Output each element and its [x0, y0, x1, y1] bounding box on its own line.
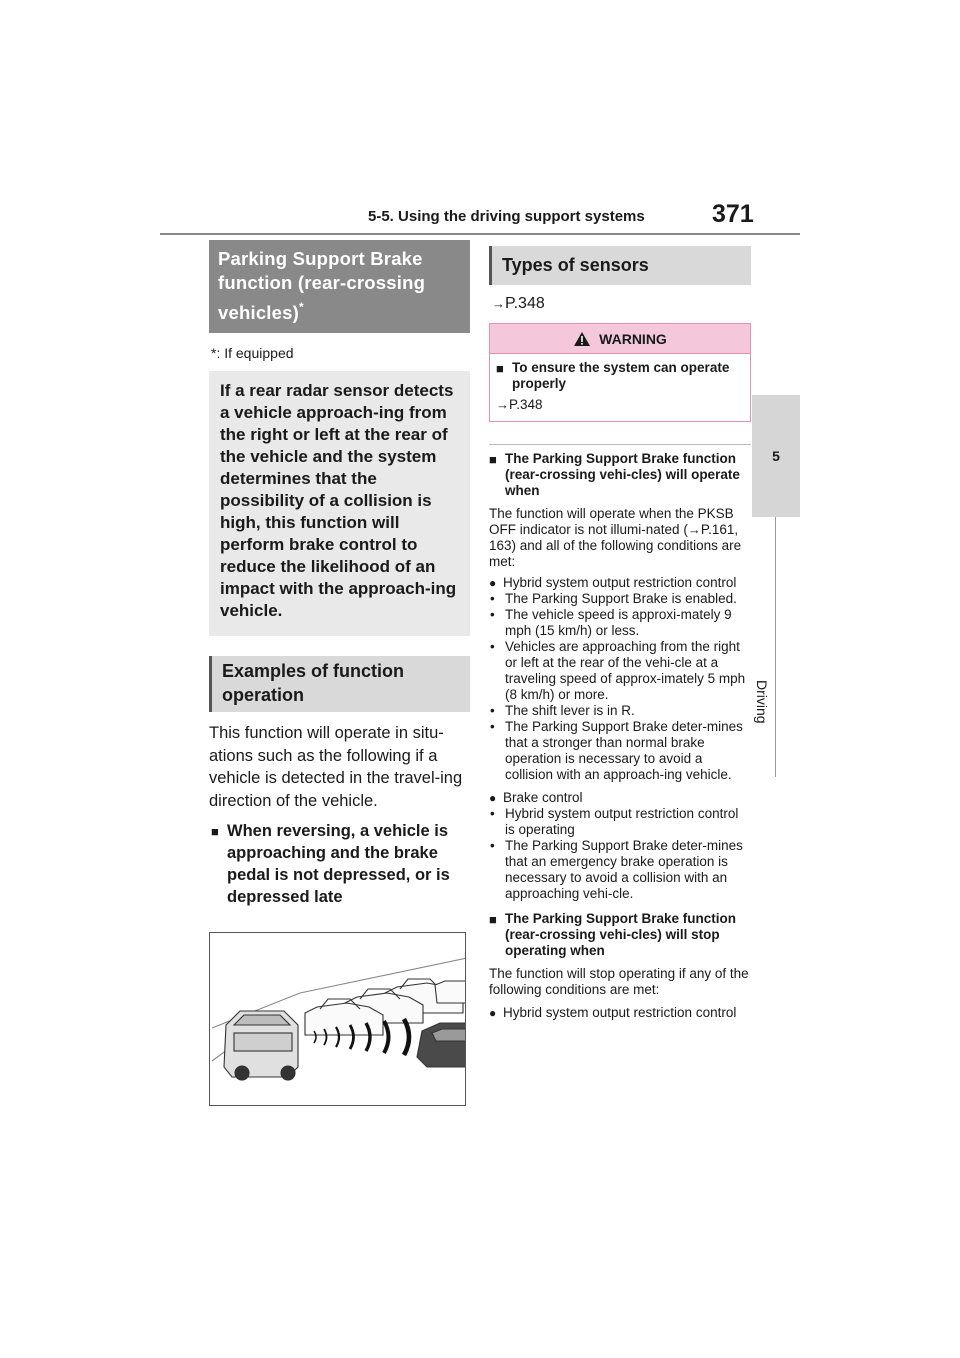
warning-body — [490, 354, 750, 421]
group2-title-text: Brake control — [503, 790, 583, 805]
dash-mark: • — [490, 607, 495, 622]
arrow-icon: → — [687, 522, 701, 537]
operate-heading — [489, 451, 751, 499]
header-rule — [160, 233, 800, 235]
sensors-ref-link[interactable]: P.348 — [505, 295, 545, 312]
intro-box: If a rear radar sensor detects a vehicle approach-ing from the right or left at the rear of the vehicle and the system determines that the possibility of a collision is high, this function will perform brake control to reduce the likelihood of an impact with the approach-ing vehicle. — [209, 371, 470, 636]
warning-header — [490, 324, 750, 354]
stop-text: The function will stop operating if any of the following conditions are met: — [489, 966, 749, 997]
group3-title-text: Hybrid system output restriction control — [503, 1005, 737, 1020]
operate-text-a: The function will operate when the PKSB OFF indicator is not illumi-nated ( — [489, 506, 734, 537]
list-item-text: The Parking Support Brake deter-mines that a stronger than normal brake operation is necessary to avoid a collision with an approach-ing vehicle. — [505, 719, 743, 782]
examples-text: This function will operate in situ-ations such as the following if a vehicle is detected in the travel-ing direction of the vehicle. — [209, 724, 463, 810]
right-column — [489, 240, 751, 1021]
list-item — [489, 591, 751, 607]
list-item-text: The shift lever is in R. — [505, 703, 635, 718]
list-item-text: Vehicles are approaching from the right or left at the rear of the vehi-cle at a traveling speed of approx-imately 5 mph (8 km/h) or more. — [505, 639, 746, 702]
dash-mark: • — [490, 639, 495, 654]
list-item — [489, 838, 751, 902]
bullet-icon: ● — [489, 576, 497, 590]
operate-text-ref[interactable]: P.161, 163 — [489, 522, 739, 553]
list-item-text: The Parking Support Brake deter-mines that an emergency brake operation is necessary to avoid a collision with an approaching vehi-cle. — [505, 838, 743, 901]
page-number: 371 — [712, 200, 754, 228]
examples-heading: Examples of function operation — [209, 656, 470, 712]
list-item-text: The Parking Support Brake is enabled. — [505, 591, 737, 606]
warning-ref — [496, 397, 742, 413]
list-item — [489, 806, 751, 838]
warning-sub — [496, 360, 742, 392]
chapter-number: 5 — [772, 448, 780, 464]
list-item-text: The vehicle speed is approxi-mately 9 mph (15 km/h) or less. — [505, 607, 732, 638]
arrow-icon: → — [496, 397, 509, 412]
reversing-illustration — [209, 932, 466, 1106]
group1-title-text: Hybrid system output restriction control — [503, 575, 737, 590]
section-title: 5-5. Using the driving support systems — [368, 208, 645, 225]
group1-title — [489, 575, 751, 591]
case-heading-text: When reversing, a vehicle is approaching and the brake pedal is not depressed, or is depressed late — [227, 822, 450, 906]
warning-title: WARNING — [599, 330, 667, 347]
group3-title — [489, 1005, 751, 1021]
bullet-icon: ● — [489, 791, 497, 805]
group2-title — [489, 790, 751, 806]
warning-triangle-icon — [573, 331, 591, 347]
stop-heading-text: The Parking Support Brake function (rear-crossing vehi-cles) will stop operating when — [505, 911, 737, 958]
list-item — [489, 607, 751, 639]
list-item — [489, 639, 751, 703]
list-item — [489, 703, 751, 719]
left-column — [209, 240, 470, 1106]
sensors-heading: Types of sensors — [489, 246, 751, 285]
operate-heading-text: The Parking Support Brake function (rear-crossing vehi-cles) will operate when — [505, 451, 740, 498]
operate-text-b: ) and all of the following conditions are met: — [489, 538, 742, 569]
parking-lot-illustration — [210, 933, 466, 1106]
dash-mark: • — [490, 838, 495, 853]
square-mark: ■ — [211, 824, 219, 839]
footnote: *: If equipped — [211, 345, 294, 361]
list-item — [489, 719, 751, 783]
main-heading-text: Parking Support Brake function (rear-crossing vehicles) — [218, 248, 426, 323]
bullet-icon: ● — [489, 1006, 497, 1020]
chapter-tab — [752, 395, 800, 517]
stop-heading — [489, 911, 751, 959]
square-mark: ■ — [496, 361, 504, 376]
chapter-label: Driving — [754, 680, 770, 724]
operate-text — [489, 506, 751, 570]
list-item-text: Hybrid system output restriction control is operating — [505, 806, 739, 837]
sensors-ref — [489, 295, 751, 313]
warning-ref-link[interactable]: P.348 — [509, 397, 543, 412]
dash-mark: • — [490, 591, 495, 606]
group2-list — [489, 806, 751, 902]
chapter-tab-line — [775, 517, 776, 777]
main-heading — [209, 240, 470, 333]
case-heading — [209, 820, 470, 908]
group1-list — [489, 591, 751, 783]
section-divider — [489, 444, 751, 445]
warning-sub-text: To ensure the system can operate properly — [512, 360, 730, 391]
dash-mark: • — [490, 703, 495, 718]
dash-mark: • — [490, 806, 495, 821]
square-mark: ■ — [489, 912, 497, 927]
arrow-icon: → — [492, 296, 505, 311]
square-mark: ■ — [489, 452, 497, 467]
asterisk-mark: * — [299, 300, 304, 314]
dash-mark: • — [490, 719, 495, 734]
warning-box — [489, 323, 751, 422]
